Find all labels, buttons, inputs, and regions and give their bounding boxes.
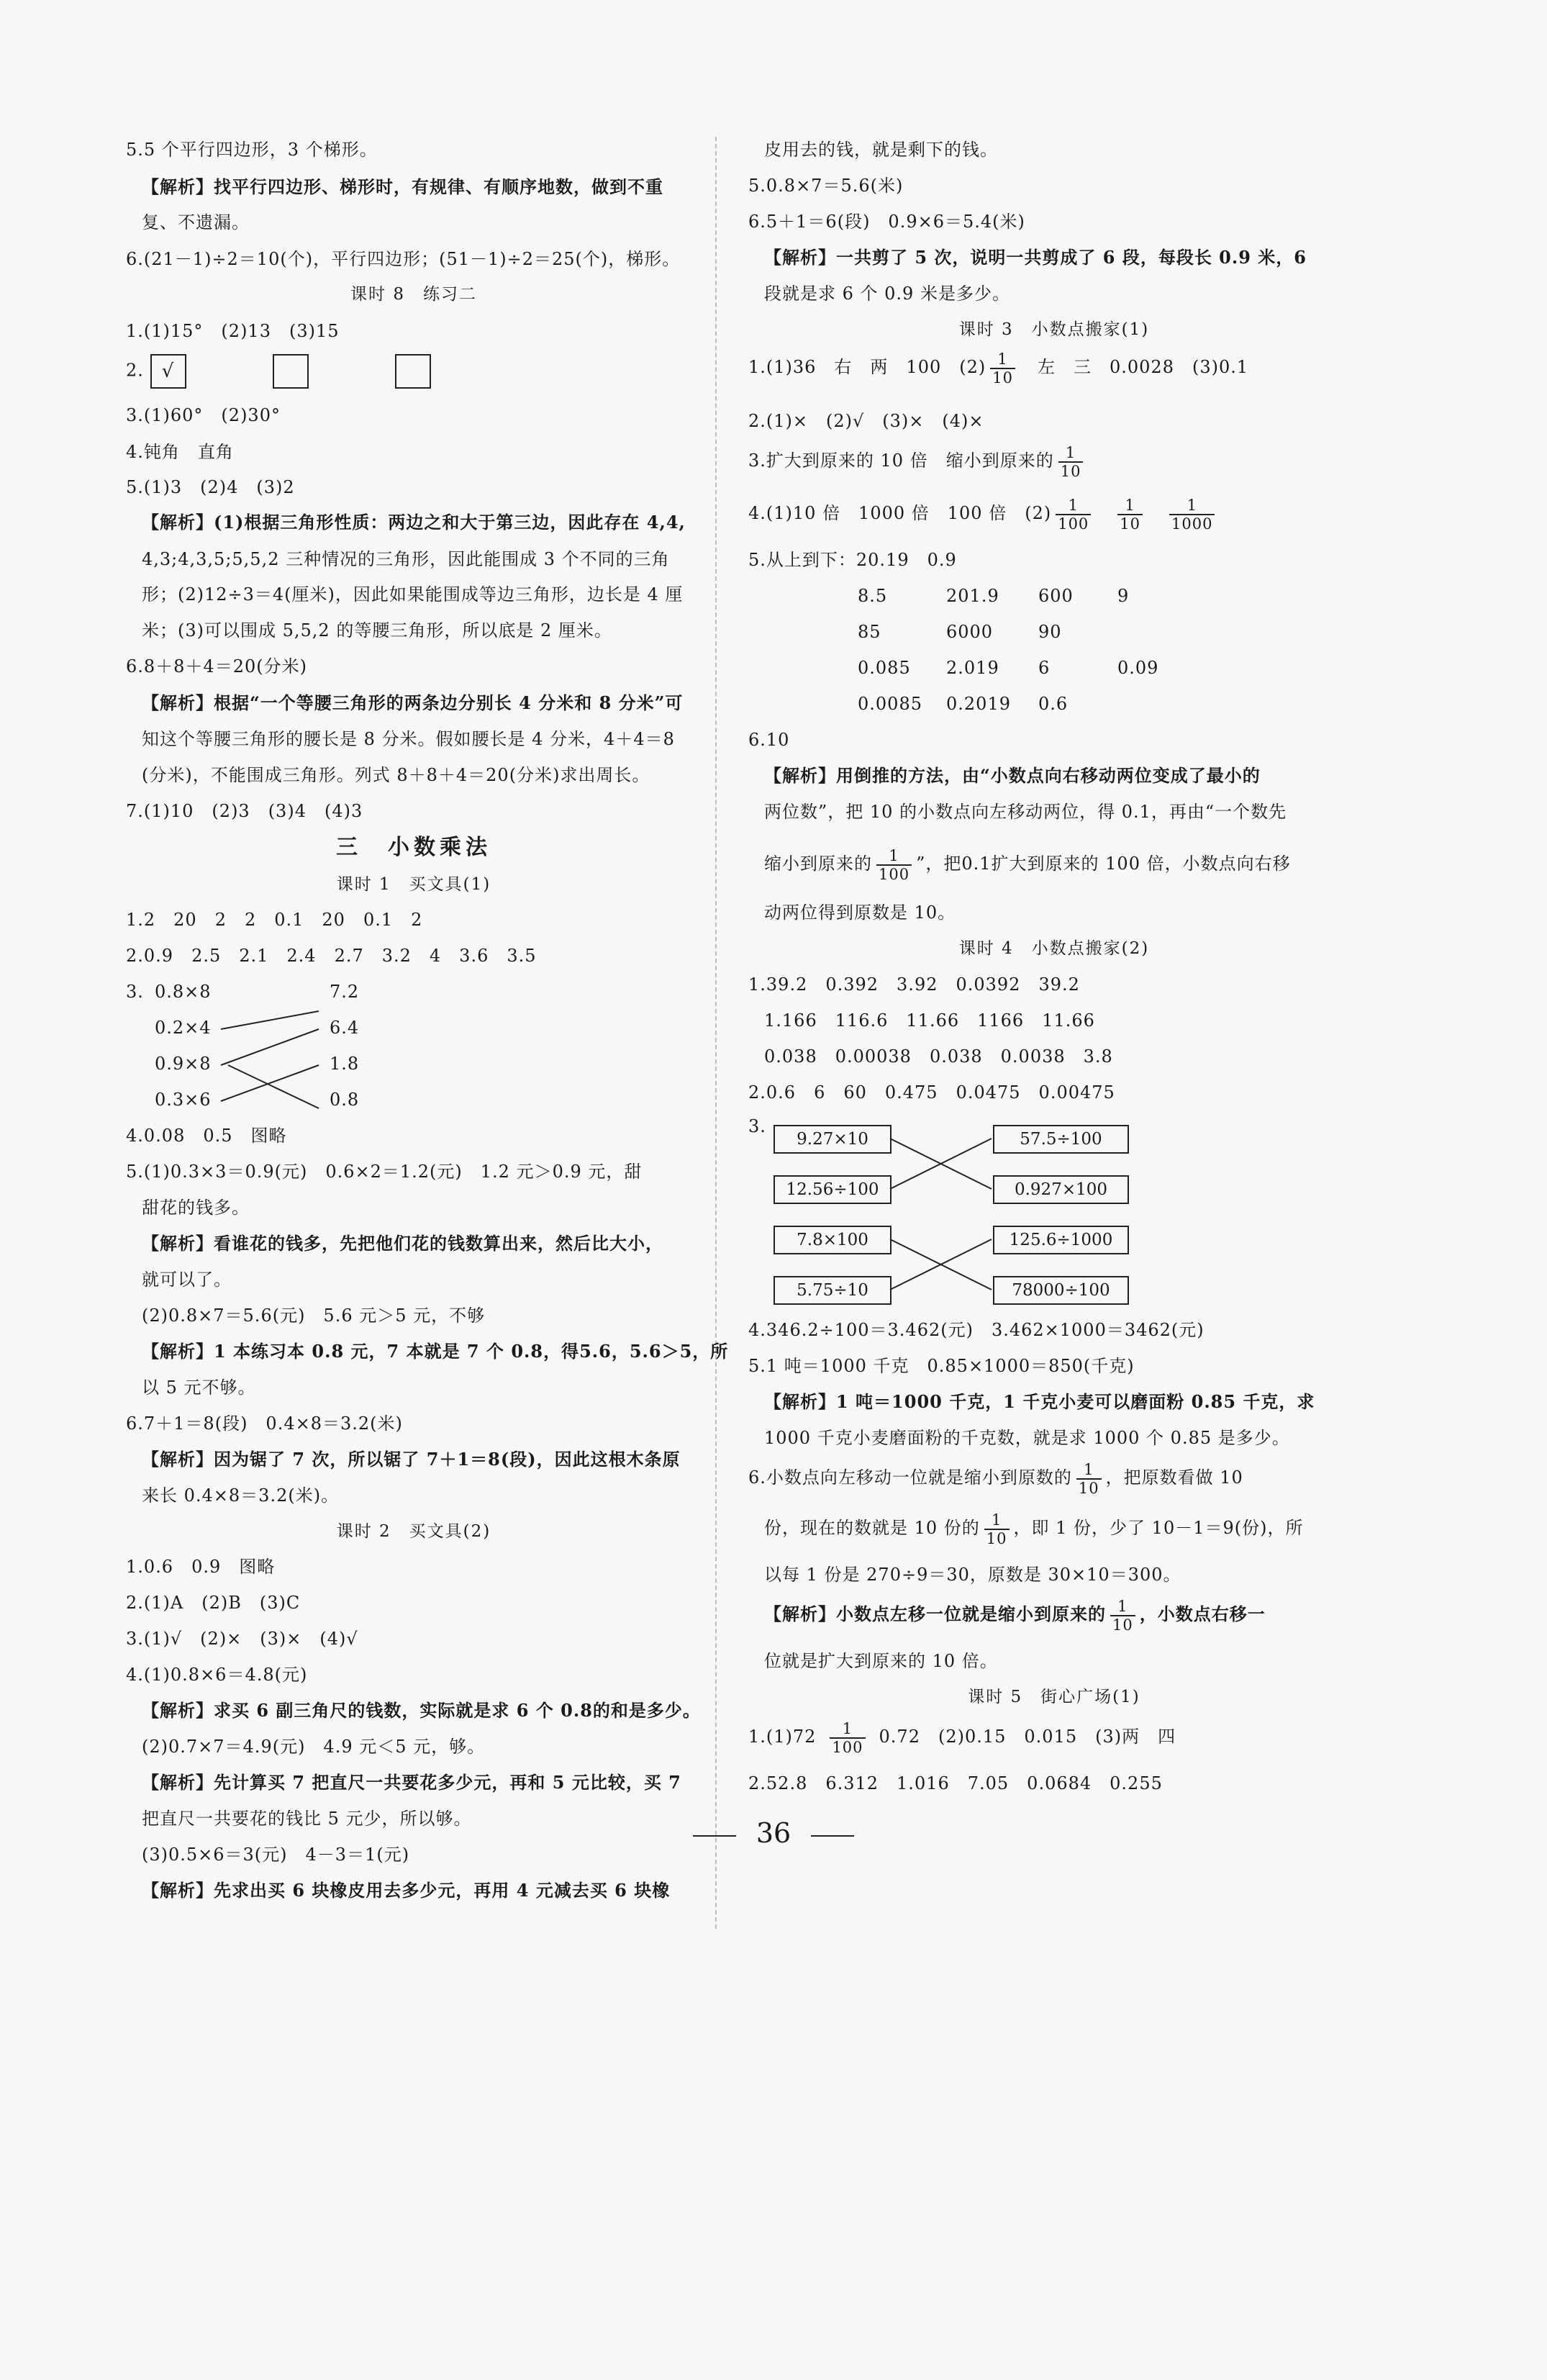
denominator: 10 [1060, 462, 1081, 480]
denominator: 1000 [1171, 515, 1213, 533]
text-segment: 左 三 0.0028 (3)0.1 [1019, 357, 1249, 377]
text-line: 1.39.2 0.392 3.92 0.0392 39.2 [748, 974, 1080, 995]
page-number [0, 1817, 1547, 1849]
text-line: 6.8＋8＋4＝20(分米) [126, 656, 307, 677]
grid-cell: 2.019 [946, 658, 999, 678]
match-right-box: 0.927×100 [993, 1175, 1129, 1204]
analysis-line: 【解析】1 吨＝1000 千克，1 千克小麦可以磨面粉 0.85 千克，求 [764, 1391, 1315, 1412]
text-line: 2.0.6 6 60 0.475 0.0475 0.00475 [748, 1082, 1115, 1103]
text-segment: 缩小到原来的 [764, 854, 872, 874]
numerator: 1 [1076, 1461, 1102, 1480]
match-right-box: 125.6÷1000 [993, 1226, 1129, 1254]
text-line: 以每 1 份是 270÷9＝30，原数是 30×10＝300。 [764, 1565, 1181, 1585]
denominator: 100 [832, 1738, 863, 1756]
denominator: 10 [1120, 515, 1141, 533]
match-left-box: 12.56÷100 [774, 1175, 892, 1204]
text-segment: 1.(1)72 [748, 1727, 817, 1747]
text-line: 5.1 吨＝1000 千克 0.85×1000＝850(千克) [748, 1356, 1135, 1376]
text-line: 7.(1)10 (2)3 (3)4 (4)3 [126, 801, 363, 821]
page-number-dash [811, 1835, 854, 1837]
analysis-line: 就可以了。 [142, 1270, 232, 1290]
denominator: 100 [879, 865, 910, 883]
analysis-line: 形；(2)12÷3＝4(厘米)，因此如果能围成等边三角形，边长是 4 厘 [142, 584, 684, 605]
grid-cell: 8.5 [858, 586, 888, 606]
match-right-box: 78000÷100 [993, 1276, 1129, 1305]
numerator: 1 [1117, 497, 1143, 515]
text-line: (3)0.5×6＝3(元) 4－3＝1(元) [142, 1845, 410, 1865]
text-line: 1.2 20 2 2 0.1 20 0.1 2 [126, 910, 423, 930]
analysis-line: 以 5 元不够。 [142, 1377, 256, 1398]
text-line-with-fraction [748, 1456, 1243, 1499]
text-line: 5.从上到下：20.19 0.9 [748, 550, 957, 570]
numerator: 1 [984, 1511, 1010, 1530]
analysis-line: 来长 0.4×8＝3.2(米)。 [142, 1485, 340, 1506]
match-line [228, 1065, 319, 1108]
text-segment: 6.小数点向左移动一位就是缩小到原数的 [748, 1467, 1072, 1488]
match-left-item: 0.3×6 [155, 1090, 212, 1110]
analysis-line: 【解析】找平行四边形、梯形时，有规律、有顺序地数，做到不重 [142, 176, 663, 197]
text-line-with-fraction [764, 1506, 1304, 1549]
analysis-line: 【解析】一共剪了 5 次，说明一共剪成了 6 段，每段长 0.9 米，6 [764, 247, 1307, 268]
text-line: 2.(1)× (2)√ (3)× (4)× [748, 411, 984, 431]
question-number: 3. [126, 982, 144, 1002]
numerator: 1 [1058, 444, 1084, 463]
text-segment: ，即 1 份，少了 10－1＝9(份)，所 [1013, 1518, 1304, 1538]
numerator: 1 [876, 847, 912, 866]
text-line: 4.346.2÷100＝3.462(元) 3.462×1000＝3462(元) [748, 1320, 1205, 1340]
text-line: 4.0.08 0.5 图略 [126, 1126, 287, 1146]
page-number-dash [693, 1835, 736, 1837]
text-segment: ，小数点右移一 [1139, 1603, 1266, 1624]
analysis-line: 【解析】用倒推的方法，由“小数点向右移动两位变成了最小的 [764, 765, 1261, 786]
fraction [1076, 1461, 1102, 1497]
question-number: 2. [126, 360, 144, 381]
analysis-line: 【解析】求买 6 副三角尺的钱数，实际就是求 6 个 0.8的和是多少。 [142, 1700, 701, 1721]
text-line: 4.钝角 直角 [126, 442, 234, 462]
lesson-title: 课时 1 买文具(1) [336, 875, 491, 894]
match-lines [126, 130, 702, 1209]
numerator: 1 [1169, 497, 1215, 515]
fraction [1110, 1598, 1135, 1634]
grid-cell: 201.9 [946, 586, 999, 606]
denominator: 10 [1112, 1616, 1133, 1634]
analysis-line: 皮用去的钱，就是剩下的钱。 [764, 140, 998, 160]
text-segment: ”，把0.1扩大到原来的 100 倍，小数点向右移 [916, 854, 1291, 874]
analysis-line: 【解析】先求出买 6 块橡皮用去多少元，再用 4 元减去买 6 块橡 [142, 1880, 671, 1901]
text-line: 5.5 个平行四边形，3 个梯形。 [126, 140, 378, 160]
analysis-line: 位就是扩大到原来的 10 倍。 [764, 1651, 998, 1671]
grid-cell: 6 [1038, 658, 1051, 678]
grid-cell: 600 [1038, 586, 1074, 606]
grid-cell: 0.09 [1117, 658, 1159, 678]
text-segment: 份，现在的数就是 10 份的 [764, 1518, 980, 1538]
text-segment: 0.72 (2)0.15 0.015 (3)两 四 [879, 1727, 1176, 1747]
analysis-line: 段就是求 6 个 0.9 米是多少。 [764, 284, 1010, 304]
analysis-line: 1000 千克小麦磨面粉的千克数，就是求 1000 个 0.85 是多少。 [764, 1428, 1290, 1448]
match-left-item: 0.2×4 [155, 1018, 212, 1038]
text-line: 2.(1)A (2)B (3)C [126, 1593, 301, 1613]
match-right-item: 7.2 [330, 982, 360, 1002]
match-line [221, 1011, 319, 1029]
lesson-title: 课时 4 小数点搬家(2) [958, 939, 1150, 958]
analysis-line: 【解析】1 本练习本 0.8 元，7 本就是 7 个 0.8，得5.6，5.6＞5，所 [142, 1341, 729, 1362]
text-line: 2.52.8 6.312 1.016 7.05 0.0684 0.255 [748, 1773, 1163, 1793]
text-line: 2.0.9 2.5 2.1 2.4 2.7 3.2 4 3.6 3.5 [126, 946, 537, 966]
analysis-line: 把直尺一共要花的钱比 5 元少，所以够。 [142, 1809, 472, 1829]
match-line [221, 1029, 319, 1065]
section-title: 三 小数乘法 [336, 835, 491, 860]
analysis-line-with-fraction [764, 1593, 1266, 1636]
analysis-line: 米；(3)可以围成 5,5,2 的等腰三角形，所以底是 2 厘米。 [142, 620, 612, 641]
match-right-item: 0.8 [330, 1090, 360, 1110]
match-left-box: 7.8×100 [774, 1226, 892, 1254]
text-line: (2)0.8×7＝5.6(元) 5.6 元＞5 元，不够 [142, 1306, 486, 1326]
grid-cell: 6000 [946, 622, 994, 642]
lesson-title: 课时 3 小数点搬家(1) [958, 320, 1150, 339]
analysis-line: 两位数”，把 10 的小数点向左移动两位，得 0.1，再由“一个数先 [764, 802, 1287, 822]
grid-cell: 0.6 [1038, 694, 1069, 714]
lesson-title: 课时 8 练习二 [350, 285, 477, 304]
grid-cell: 90 [1038, 622, 1062, 642]
text-line: (2)0.7×7＝4.9(元) 4.9 元＜5 元，够。 [142, 1737, 486, 1757]
analysis-line: 【解析】因为锯了 7 次，所以锯了 7＋1＝8(段)，因此这根木条原 [142, 1449, 681, 1470]
numerator: 1 [990, 350, 1015, 369]
denominator: 10 [1078, 1479, 1099, 1497]
match-left-item: 0.9×8 [155, 1054, 212, 1074]
text-segment: 4.(1)10 倍 1000 倍 100 倍 (2) [748, 503, 1052, 523]
match-right-item: 1.8 [330, 1054, 360, 1074]
analysis-line: 知这个等腰三角形的腰长是 8 分米。假如腰长是 4 分米，4＋4＝8 [142, 729, 675, 749]
page-number-value: 36 [756, 1817, 791, 1849]
text-line: 4.(1)0.8×6＝4.8(元) [126, 1665, 308, 1685]
text-line: 1.(1)15° (2)13 (3)15 [126, 321, 340, 341]
text-segment: 3.扩大到原来的 10 倍 缩小到原来的 [748, 451, 1054, 471]
text-line: 0.038 0.00038 0.038 0.0038 3.8 [764, 1046, 1113, 1067]
grid-cell: 0.2019 [946, 694, 1011, 714]
grid-cell: 0.0085 [858, 694, 922, 714]
lesson-title: 课时 5 街心广场(1) [968, 1688, 1140, 1706]
column-divider [715, 137, 717, 1929]
text-line: 6.5＋1＝6(段) 0.9×6＝5.4(米) [748, 212, 1025, 232]
match-right-item: 6.4 [330, 1018, 360, 1038]
fraction [830, 1720, 865, 1756]
numerator: 1 [1056, 497, 1091, 515]
match-left-box: 5.75÷10 [774, 1276, 892, 1305]
match-lines [748, 130, 1360, 1353]
text-line: 5.(1)3 (2)4 (3)2 [126, 477, 295, 497]
text-segment: 1.(1)36 右 两 100 (2) [748, 357, 986, 377]
text-line-with-fraction [748, 1715, 1176, 1758]
text-line: 3.(1)√ (2)× (3)× (4)√ [126, 1629, 358, 1649]
text-segment: ，把原数看做 10 [1105, 1467, 1243, 1488]
analysis-line: 【解析】看谁花的钱多，先把他们花的钱数算出来，然后比大小， [142, 1233, 663, 1254]
text-line: 6.10 [748, 730, 790, 750]
analysis-line: 复、不遗漏。 [142, 212, 250, 232]
lesson-title: 课时 2 买文具(2) [336, 1522, 491, 1541]
analysis-line: 【解析】(1)根据三角形性质：两边之和大于第三边，因此存在 4,4, [142, 512, 686, 533]
text-line: 甜花的钱多。 [142, 1198, 250, 1218]
match-left-box: 9.27×10 [774, 1125, 892, 1154]
match-line [221, 1065, 319, 1101]
text-line: 1.166 116.6 11.66 1166 11.66 [764, 1010, 1095, 1031]
text-line: 6.7＋1＝8(段) 0.4×8＝3.2(米) [126, 1413, 403, 1434]
text-line: 1.0.6 0.9 图略 [126, 1557, 276, 1577]
fraction [984, 1511, 1010, 1547]
grid-cell: 85 [858, 622, 881, 642]
denominator: 10 [986, 1529, 1007, 1547]
analysis-line: 4,3;4,3,5;5,5,2 三种情况的三角形，因此能围成 3 个不同的三角 [142, 549, 670, 569]
text-line: 5.(1)0.3×3＝0.9(元) 0.6×2＝1.2(元) 1.2 元＞0.9 元，甜 [126, 1162, 643, 1182]
numerator: 1 [830, 1720, 865, 1739]
denominator: 100 [1058, 515, 1089, 533]
text-line: 3.(1)60° (2)30° [126, 405, 281, 425]
match-right-box: 57.5÷100 [993, 1125, 1129, 1154]
analysis-line: 【解析】根据“一个等腰三角形的两条边分别长 4 分米和 8 分米”可 [142, 692, 684, 713]
question-number: 3. [748, 1116, 766, 1136]
text-segment: 【解析】小数点左移一位就是缩小到原来的 [764, 1603, 1106, 1624]
analysis-line: 【解析】先计算买 7 把直尺一共要花多少元，再和 5 元比较，买 7 [142, 1772, 681, 1793]
text-line: 5.0.8×7＝5.6(米) [748, 176, 904, 196]
denominator: 10 [992, 368, 1013, 386]
numerator: 1 [1110, 1598, 1135, 1616]
text-line: 6.(21－1)÷2＝10(个)，平行四边形；(51－1)÷2＝25(个)，梯形。 [126, 249, 681, 269]
grid-cell: 9 [1117, 586, 1130, 606]
analysis-line: 动两位得到原数是 10。 [764, 902, 956, 923]
checkbox-checked: √ [150, 354, 186, 389]
grid-cell: 0.085 [858, 658, 911, 678]
match-left-item: 0.8×8 [155, 982, 212, 1002]
analysis-line: (分米)，不能围成三角形。列式 8＋8＋4＝20(分米)求出周长。 [142, 765, 650, 785]
